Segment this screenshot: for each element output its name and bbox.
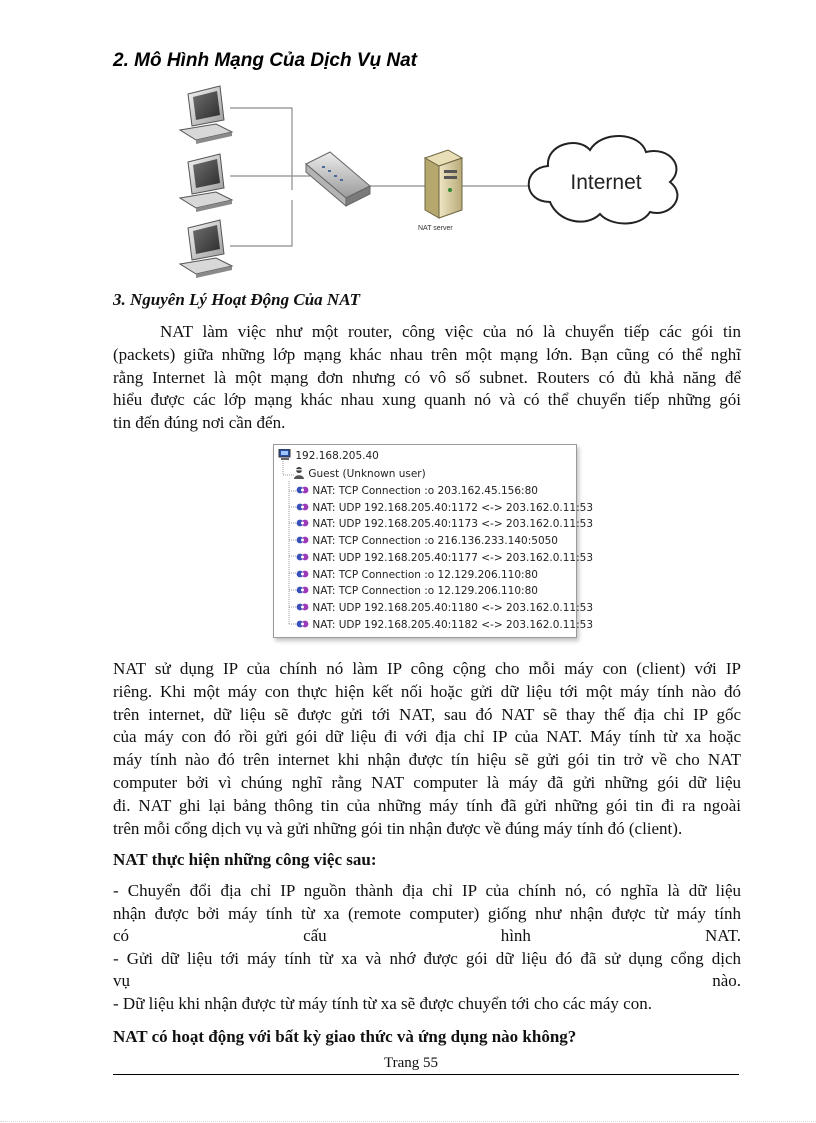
client-computer-icon	[180, 86, 232, 144]
nat-connection-label: NAT: TCP Connection :o 12.129.206.110:80	[312, 585, 538, 598]
guest-user-icon	[293, 466, 305, 479]
nat-connection-icon	[296, 618, 309, 630]
nat-connection-label: NAT: UDP 192.168.205.40:1182 <-> 203.162.0.11:53	[312, 618, 593, 631]
nat-connection-row[interactable]	[296, 533, 558, 549]
nat-connection-label: NAT: UDP 192.168.205.40:1172 <-> 203.162.0.11:53	[312, 501, 593, 514]
task-line: - Chuyển đổi địa chỉ IP nguồn thành địa chỉ IP của chính nó, có nghĩa là dữ liệu	[113, 881, 741, 900]
para2-line: trên internet, dữ liệu sẽ được gửi tới NAT, sau đó NAT sẽ thay thế địa chỉ IP gốc	[113, 704, 741, 724]
nat-server-label: NAT server	[418, 225, 453, 232]
nat-connection-row[interactable]	[296, 516, 593, 532]
task-line: có cấu hình NAT.	[113, 926, 741, 945]
nat-server-icon	[425, 150, 462, 218]
question-heading: NAT có hoạt động với bất kỳ giao thức và ứng dụng nào không?	[113, 1027, 577, 1046]
task-line: nhận được bởi máy tính từ xa (remote computer) giống như nhận được từ máy tính	[113, 903, 741, 923]
tree-guest-label: Guest (Unknown user)	[308, 468, 426, 480]
para2-line: riêng. Khi một máy con thực hiện kết nối hoặc gửi dữ liệu tới một máy tính nào đó	[113, 681, 741, 701]
nat-connection-label: NAT: TCP Connection :o 216.136.233.140:5050	[312, 535, 558, 548]
nat-connection-row[interactable]	[296, 583, 538, 599]
nat-connection-row[interactable]	[296, 600, 593, 616]
para1-line: NAT làm việc như một router, công việc của nó là chuyển tiếp các gói tin	[160, 322, 741, 341]
page-edge-dots	[0, 1121, 816, 1122]
paragraph-nat-behavior	[113, 658, 741, 840]
internet-label: Internet	[570, 171, 642, 194]
nat-connection-row[interactable]	[296, 500, 593, 516]
nat-connection-label: NAT: UDP 192.168.205.40:1177 <-> 203.162.0.11:53	[312, 551, 593, 564]
nat-connection-label: NAT: TCP Connection :o 203.162.45.156:80	[312, 485, 538, 497]
task-list	[113, 880, 741, 1015]
footer-rule	[113, 1074, 739, 1075]
nat-connection-icon	[296, 501, 309, 513]
nat-connection-label: NAT: UDP 192.168.205.40:1180 <-> 203.162.0.11:53	[312, 601, 593, 614]
page-number: Trang 55	[384, 1055, 439, 1071]
para2-line: của máy con đó rồi gửi gói dữ liệu đi với địa chỉ IP của NAT. Máy tính từ xa hoặc	[113, 727, 741, 747]
nat-connection-label: NAT: UDP 192.168.205.40:1173 <-> 203.162.0.11:53	[312, 518, 593, 531]
client-computer-icon	[180, 220, 232, 278]
task-line: vụ nào.	[113, 971, 741, 990]
nat-connection-icon	[296, 568, 309, 580]
network-switch-icon	[306, 152, 370, 206]
client-computer-icon	[180, 154, 232, 212]
nat-connection-row[interactable]	[296, 567, 538, 583]
para2-line: NAT sử dụng IP của chính nó làm IP công cộng cho mỗi máy con (client) với IP	[113, 659, 741, 678]
nat-connection-icon	[296, 534, 309, 546]
tree-root-label: 192.168.205.40	[295, 450, 379, 462]
para2-line: computer bởi vì chúng nghĩ rằng NAT computer là máy đã gửi những gói dữ liệu	[113, 772, 741, 792]
network-links	[230, 108, 535, 246]
nat-connection-tree	[273, 444, 593, 638]
nat-connection-icon	[296, 601, 309, 613]
computer-icon	[278, 449, 292, 461]
para1-line: hiểu được các lớp mạng khác nhau xung quanh nó và có thể chuyển tiếp những gói	[113, 390, 741, 410]
section-3-title: 3. Nguyên Lý Hoạt Động Của NAT	[113, 290, 360, 309]
task-line: - Gửi dữ liệu tới máy tính từ xa và nhớ được gói dữ liệu đó đã sử dụng cổng dịch	[113, 948, 741, 968]
paragraph-nat-router	[113, 321, 741, 435]
tree-root-row[interactable]	[278, 448, 379, 464]
nat-connection-icon	[296, 484, 309, 496]
nat-connection-icon	[296, 584, 309, 596]
para2-line: máy tính nào đó trên internet khi nhận được tín hiệu sẽ gửi gói tin trở về cho NAT	[113, 750, 741, 770]
nat-connection-icon	[296, 551, 309, 563]
nat-network-diagram	[170, 78, 690, 278]
nat-connection-row[interactable]	[296, 550, 593, 566]
para1-line: (packets) giữa những lớp mạng khác nhau trên một mạng lớn. Bạn cũng có thể nghĩ	[113, 344, 741, 364]
para1-line: rằng Internet là một mạng đơn nhưng có vô số subnet. Routers có đủ khả năng để	[113, 367, 741, 387]
nat-connection-row[interactable]	[296, 617, 593, 633]
section-2-title: 2. Mô Hình Mạng Của Dịch Vụ Nat	[113, 50, 418, 71]
tree-guest-row[interactable]	[293, 466, 426, 482]
task-line: - Dữ liệu khi nhận được từ máy tính từ xa sẽ được chuyển tới cho các máy con.	[113, 993, 652, 1013]
para2-line: trên mỗi cổng dịch vụ và gửi những gói tin nhận được về đúng máy tính đó (client).	[113, 818, 683, 838]
tasks-heading: NAT thực hiện những công việc sau:	[113, 850, 377, 869]
nat-connection-label: NAT: TCP Connection :o 12.129.206.110:80	[312, 568, 538, 581]
para2-line: đi. NAT ghi lại bảng thông tin của những máy tính đã gửi những gói tin đi ra ngoài	[113, 795, 741, 815]
nat-connection-row[interactable]	[296, 483, 538, 499]
nat-connection-icon	[296, 517, 309, 529]
para1-line: tin đến đúng nơi cần đến.	[113, 413, 286, 433]
